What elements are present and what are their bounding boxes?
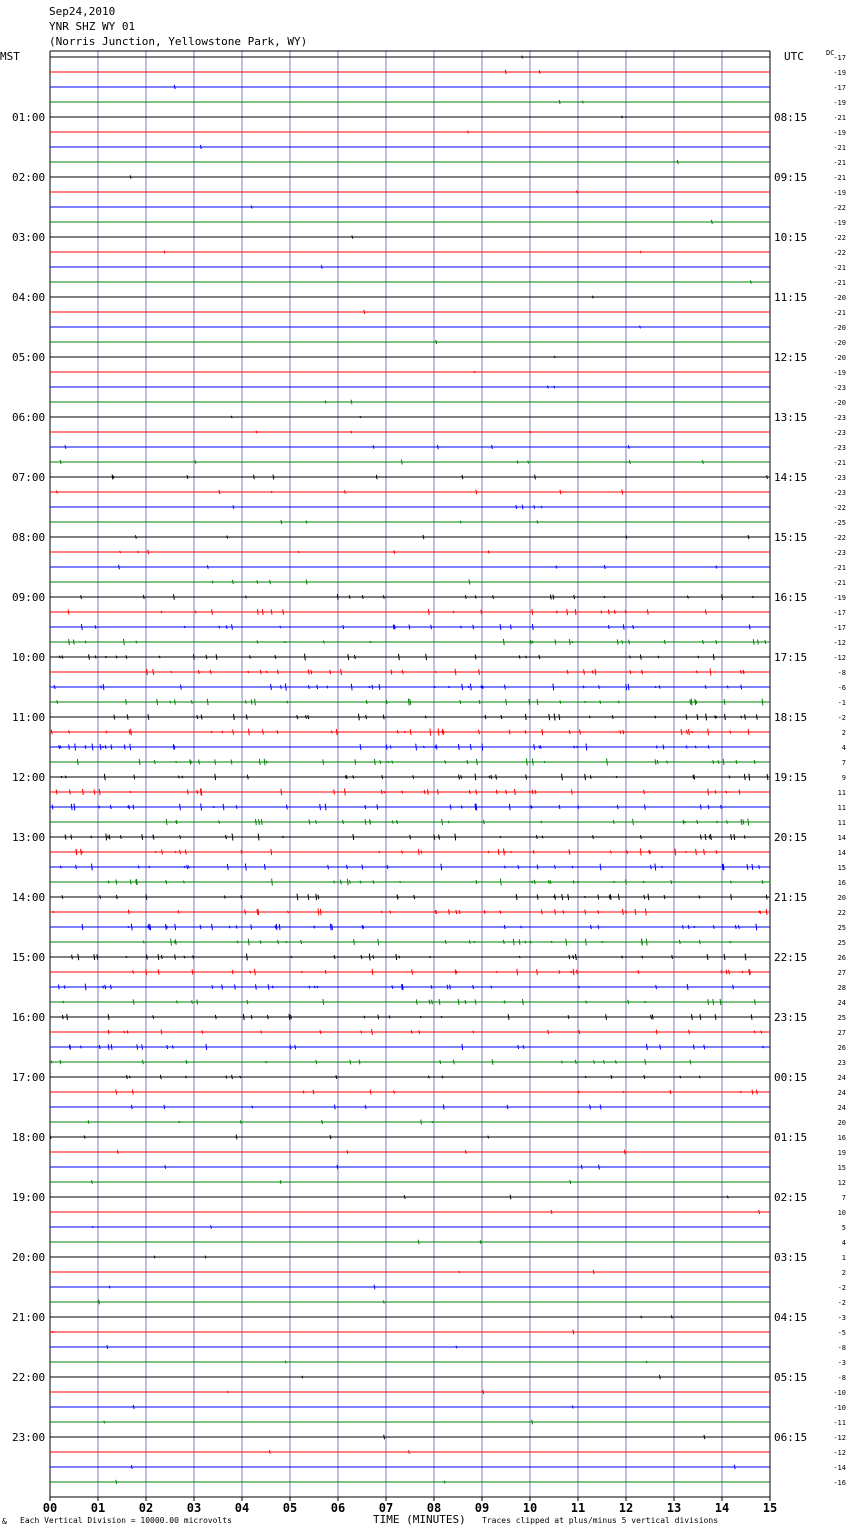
- dc-offset-label: -16: [833, 1479, 846, 1487]
- dc-offset-label: -22: [833, 534, 846, 542]
- dc-offset-label: -12: [833, 1434, 846, 1442]
- dc-offset-label: 28: [837, 984, 846, 992]
- dc-offset-label: 15: [837, 864, 846, 872]
- mst-hour-label: 15:00: [12, 951, 46, 964]
- x-tick-label: 01: [90, 1501, 106, 1515]
- mst-hour-label: 02:00: [12, 171, 46, 184]
- mst-hour-label: 22:00: [12, 1371, 46, 1384]
- dc-offset-label: -12: [833, 654, 846, 662]
- dc-offset-label: -2: [837, 714, 846, 722]
- dc-offset-label: 7: [841, 759, 846, 767]
- trace-noise: [554, 356, 555, 358]
- dc-offset-label: -12: [833, 639, 846, 647]
- trace-noise: [200, 145, 201, 149]
- dc-offset-label: 24: [837, 999, 846, 1007]
- x-tick-label: 04: [234, 1501, 250, 1515]
- dc-offset-label: 25: [837, 1014, 846, 1022]
- trace-noise: [468, 131, 469, 134]
- dc-offset-label: -8: [837, 669, 846, 677]
- trace-noise: [522, 56, 523, 59]
- mst-hour-label: 16:00: [12, 1011, 46, 1024]
- dc-offset-label: -20: [833, 339, 846, 347]
- mst-hour-label: 05:00: [12, 351, 46, 364]
- dc-offset-label: -21: [833, 144, 846, 152]
- dc-offset-label: 22: [837, 909, 846, 917]
- x-tick-label: 07: [378, 1501, 394, 1515]
- mst-hour-label: 01:00: [12, 111, 46, 124]
- trace-noise: [677, 160, 678, 164]
- mst-hour-label: 21:00: [12, 1311, 46, 1324]
- trace-noise: [364, 310, 365, 314]
- dc-offset-label: 2: [841, 729, 846, 737]
- dc-offset-label: -17: [833, 624, 846, 632]
- mst-hour-label: 18:00: [12, 1131, 46, 1144]
- utc-hour-label: 03:15: [774, 1251, 808, 1264]
- dc-offset-label: 23: [837, 1059, 846, 1067]
- station-location: (Norris Junction, Yellowstone Park, WY): [49, 35, 308, 48]
- trace-noise: [436, 340, 437, 344]
- dc-offset-label: -23: [833, 549, 846, 557]
- utc-hour-label: 16:15: [774, 591, 808, 604]
- dc-offset-label: 11: [837, 819, 846, 827]
- mst-hour-label: 09:00: [12, 591, 46, 604]
- mst-axis-label: MST: [0, 50, 20, 63]
- x-tick-label: 02: [138, 1501, 154, 1515]
- dc-offset-label: 15: [837, 1164, 846, 1172]
- x-axis-title: TIME (MINUTES): [373, 1513, 466, 1526]
- dc-offset-label: -23: [833, 384, 846, 392]
- dc-label: DC: [826, 49, 835, 57]
- utc-hour-label: 11:15: [774, 291, 808, 304]
- mst-hour-label: 08:00: [12, 531, 46, 544]
- trace-noise: [577, 191, 578, 194]
- dc-offset-label: 26: [837, 1044, 846, 1052]
- dc-offset-label: 12: [837, 1179, 846, 1187]
- dc-offset-label: 24: [837, 1089, 846, 1097]
- x-tick-label: 14: [714, 1501, 730, 1515]
- dc-offset-label: 24: [837, 1104, 846, 1112]
- utc-hour-label: 17:15: [774, 651, 808, 664]
- mst-hour-label: 12:00: [12, 771, 46, 784]
- dc-offset-label: 9: [841, 774, 846, 782]
- utc-hour-label: 13:15: [774, 411, 808, 424]
- dc-offset-label: -17: [833, 54, 846, 62]
- utc-hour-label: 14:15: [774, 471, 808, 484]
- utc-hour-label: 01:15: [774, 1131, 808, 1144]
- dc-offset-label: -5: [837, 1329, 846, 1337]
- mst-hour-label: 14:00: [12, 891, 46, 904]
- dc-offset-label: 14: [837, 849, 846, 857]
- trace-noise: [751, 280, 752, 283]
- dc-offset-label: 25: [837, 939, 846, 947]
- dc-offset-label: 2: [841, 1269, 846, 1277]
- dc-offset-label: -21: [833, 264, 846, 272]
- dc-offset-label: -23: [833, 474, 846, 482]
- dc-offset-label: -25: [833, 519, 846, 527]
- dc-offset-label: -21: [833, 114, 846, 122]
- dc-offset-label: -19: [833, 219, 846, 227]
- dc-offset-label: -3: [837, 1314, 846, 1322]
- trace-noise: [622, 116, 623, 118]
- dc-offset-label: 27: [837, 969, 846, 977]
- mst-hour-label: 04:00: [12, 291, 46, 304]
- dc-offset-label: 5: [841, 1224, 846, 1232]
- dc-offset-label: -23: [833, 444, 846, 452]
- dc-offset-label: -20: [833, 294, 846, 302]
- x-tick-label: 12: [618, 1501, 634, 1515]
- utc-axis-label: UTC: [784, 50, 804, 63]
- x-tick-label: 06: [330, 1501, 346, 1515]
- dc-offset-label: -6: [837, 684, 846, 692]
- trace-noise: [593, 296, 594, 299]
- utc-hour-label: 10:15: [774, 231, 808, 244]
- utc-hour-label: 21:15: [774, 891, 808, 904]
- dc-offset-label: -23: [833, 414, 846, 422]
- dc-offset-label: 19: [837, 1149, 846, 1157]
- dc-offset-label: 14: [837, 834, 846, 842]
- utc-hour-label: 05:15: [774, 1371, 808, 1384]
- x-tick-label: 09: [474, 1501, 490, 1515]
- mst-hour-label: 13:00: [12, 831, 46, 844]
- trace-noise: [352, 235, 353, 238]
- dc-offset-label: 25: [837, 924, 846, 932]
- corner-mark: &: [2, 1517, 7, 1526]
- mst-hour-label: 11:00: [12, 711, 46, 724]
- dc-offset-label: -21: [833, 309, 846, 317]
- dc-offset-label: -21: [833, 459, 846, 467]
- dc-offset-label: 16: [837, 1134, 846, 1142]
- dc-offset-label: 20: [837, 1119, 846, 1127]
- mst-hour-label: 03:00: [12, 231, 46, 244]
- dc-offset-label: -11: [833, 1419, 846, 1427]
- dc-offset-label: -2: [837, 1284, 846, 1292]
- trace-noise: [130, 175, 131, 178]
- dc-offset-label: -20: [833, 324, 846, 332]
- trace-noise: [174, 85, 175, 89]
- dc-offset-label: -22: [833, 204, 846, 212]
- dc-offset-label: -19: [833, 69, 846, 77]
- dc-offset-label: -21: [833, 579, 846, 587]
- dc-offset-label: 11: [837, 789, 846, 797]
- utc-hour-label: 08:15: [774, 111, 808, 124]
- x-tick-label: 11: [570, 1501, 586, 1515]
- dc-offset-label: -21: [833, 174, 846, 182]
- utc-hour-label: 12:15: [774, 351, 808, 364]
- utc-hour-label: 04:15: [774, 1311, 808, 1324]
- scale-note: Each Vertical Division = 10000.00 microvolts: [20, 1516, 232, 1525]
- dc-offset-label: -17: [833, 609, 846, 617]
- dc-offset-label: -14: [833, 1464, 846, 1472]
- utc-hour-label: 23:15: [774, 1011, 808, 1024]
- dc-offset-label: -2: [837, 1299, 846, 1307]
- utc-hour-label: 18:15: [774, 711, 808, 724]
- mst-hour-label: 17:00: [12, 1071, 46, 1084]
- x-tick-label: 15: [762, 1501, 778, 1515]
- x-tick-label: 03: [186, 1501, 202, 1515]
- dc-offset-label: -19: [833, 129, 846, 137]
- utc-hour-label: 19:15: [774, 771, 808, 784]
- dc-offset-label: -23: [833, 489, 846, 497]
- dc-offset-label: -17: [833, 84, 846, 92]
- dc-offset-label: -22: [833, 249, 846, 257]
- trace-noise: [640, 326, 641, 329]
- dc-offset-label: -19: [833, 189, 846, 197]
- dc-offset-label: -22: [833, 504, 846, 512]
- dc-offset-label: 4: [841, 744, 846, 752]
- dc-offset-label: -21: [833, 159, 846, 167]
- trace-noise: [251, 206, 252, 209]
- dc-offset-label: -20: [833, 354, 846, 362]
- dc-offset-label: -10: [833, 1404, 846, 1412]
- utc-hour-label: 09:15: [774, 171, 808, 184]
- dc-offset-label: 16: [837, 879, 846, 887]
- dc-offset-label: 27: [837, 1029, 846, 1037]
- mst-hour-label: 07:00: [12, 471, 46, 484]
- dc-offset-label: 20: [837, 894, 846, 902]
- dc-offset-label: 4: [841, 1239, 846, 1247]
- utc-hour-label: 00:15: [774, 1071, 808, 1084]
- clip-note: Traces clipped at plus/minus 5 vertical divisions: [482, 1516, 719, 1525]
- dc-offset-label: -20: [833, 399, 846, 407]
- station-code: YNR SHZ WY 01: [49, 20, 136, 33]
- utc-hour-label: 06:15: [774, 1431, 808, 1444]
- dc-offset-label: 10: [837, 1209, 846, 1217]
- dc-offset-label: -3: [837, 1359, 846, 1367]
- dc-offset-label: -8: [837, 1374, 846, 1382]
- x-tick-label: 08: [426, 1501, 442, 1515]
- dc-offset-label: 1: [841, 1254, 846, 1262]
- x-tick-label: 10: [522, 1501, 538, 1515]
- dc-offset-label: -21: [833, 564, 846, 572]
- dc-offset-label: -8: [837, 1344, 846, 1352]
- utc-hour-label: 22:15: [774, 951, 808, 964]
- dc-offset-label: -10: [833, 1389, 846, 1397]
- dc-offset-label: -12: [833, 1449, 846, 1457]
- mst-hour-label: 19:00: [12, 1191, 46, 1204]
- dc-offset-label: -21: [833, 279, 846, 287]
- x-tick-label: 13: [666, 1501, 682, 1515]
- x-tick-label: 00: [42, 1501, 58, 1515]
- utc-hour-label: 02:15: [774, 1191, 808, 1204]
- mst-hour-label: 10:00: [12, 651, 46, 664]
- dc-offset-label: -22: [833, 234, 846, 242]
- mst-hour-label: 23:00: [12, 1431, 46, 1444]
- dc-offset-label: 7: [841, 1194, 846, 1202]
- trace-noise: [712, 220, 713, 224]
- utc-hour-label: 20:15: [774, 831, 808, 844]
- x-tick-label: 05: [282, 1501, 298, 1515]
- mst-hour-label: 06:00: [12, 411, 46, 424]
- trace-noise: [474, 371, 475, 373]
- mst-hour-label: 20:00: [12, 1251, 46, 1264]
- dc-offset-label: 26: [837, 954, 846, 962]
- dc-offset-label: 11: [837, 804, 846, 812]
- dc-offset-label: 24: [837, 1074, 846, 1082]
- plot-date: Sep24,2010: [49, 5, 116, 18]
- utc-hour-label: 15:15: [774, 531, 808, 544]
- dc-offset-label: -19: [833, 369, 846, 377]
- dc-offset-label: -1: [837, 699, 846, 707]
- dc-offset-label: -23: [833, 429, 846, 437]
- dc-offset-label: -19: [833, 99, 846, 107]
- dc-offset-label: -19: [833, 594, 846, 602]
- trace-noise: [321, 265, 322, 268]
